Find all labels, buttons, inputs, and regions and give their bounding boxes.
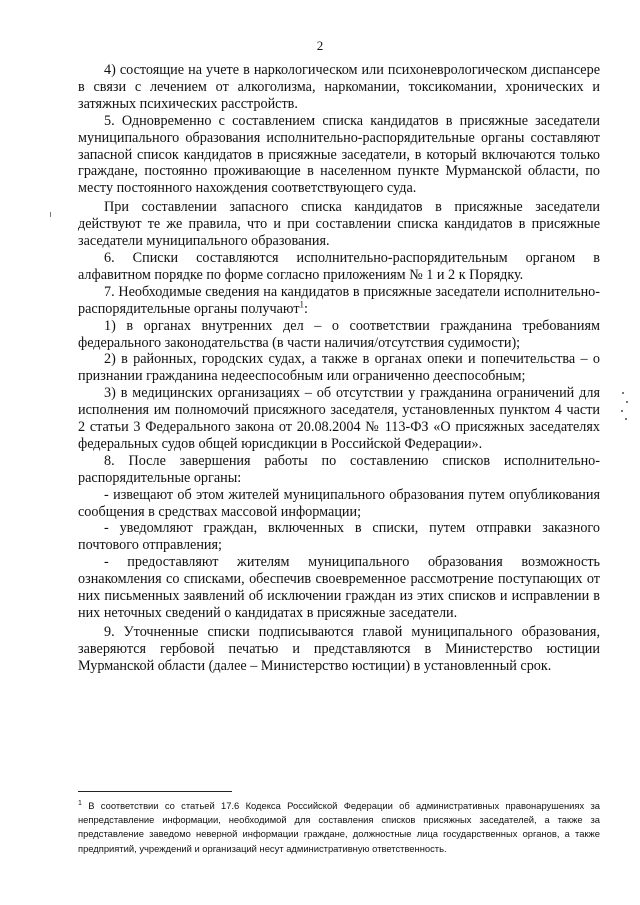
paragraph-7-text: 7. Необходимые сведения на кандидатов в присяжные заседатели исполнительно-распорядительные органы получают <box>78 283 600 317</box>
paragraph-7-item-2: 2) в районных, городских судах, а также в органах опеки и попечительства – о признании гражданина недееспособным или ограниченно дееспособным; <box>78 351 600 385</box>
paragraph-6: 6. Списки составляются исполнительно-распорядительным органом в алфавитном порядке по форме согласно приложениям № 1 и 2 к Порядку. <box>78 249 600 283</box>
paragraph-7-colon: : <box>304 300 308 317</box>
scan-speck <box>50 212 51 217</box>
paragraph-8: 8. После завершения работы по составлению списков исполнительно-распорядительные органы: <box>78 452 600 486</box>
paragraph-8-bullet-1: - извещают об этом жителей муниципального образования путем опубликования сообщения в средствах массовой информации; <box>78 486 600 520</box>
scan-speck <box>621 410 623 412</box>
footnote-text: В соответствии со статьей 17.6 Кодекса Российской Федерации об административных правонарушениях за непредставление информации, необходимой для составления списков присяжных заседателей, а также за представление заведомо неверной информации граждане, должностные лица государственных органов, а также предприятий, учреждений и организаций несут административную ответственность. <box>78 800 600 854</box>
footnote-marker: 1 <box>78 799 82 807</box>
scan-speck <box>622 392 624 394</box>
document-body <box>78 62 600 675</box>
paragraph-8-bullet-3: - предоставляют жителям муниципального образования возможность ознакомления со списками, обеспечив своевременное рассмотрение поступающих от них письменных заявлений об исключении граждан из этих списков и исправлении в них неточных сведений о кандидатах в присяжные заседатели. <box>78 554 600 621</box>
paragraph-reserve-list: При составлении запасного списка кандидатов в присяжные заседатели действуют те же правила, что и при составлении списка кандидатов в присяжные заседатели муниципального образования. <box>78 199 600 250</box>
paragraph-7-item-3: 3) в медицинских организациях – об отсутствии у гражданина ограничений для исполнения им полномочий присяжного заседателя, установленных пунктом 4 части 2 статьи 3 Федерального закона от 20.08.2004 № 113-ФЗ «О присяжных заседателях федеральных судов общей юрисдикции в Российской Федерации». <box>78 385 600 452</box>
footnote <box>78 799 600 856</box>
paragraph-9: 9. Уточненные списки подписываются главой муниципального образования, заверяются гербовой печатью и представляются в Министерство юстиции Мурманской области (далее – Министерство юстиции) в установленный срок. <box>78 623 600 674</box>
footnote-reference: 1 <box>299 298 305 309</box>
paragraph-5: 5. Одновременно с составлением списка кандидатов в присяжные заседатели муниципального образования исполнительно-распорядительные органы составляют запасной список кандидатов в присяжные заседатели, в который включаются только граждане, постоянно проживающие в населенном пункте Мурманской области, по месту постоянного нахождения соответствующего суда. <box>78 112 600 197</box>
paragraph-8-bullet-2: - уведомляют граждан, включенных в списки, путем отправки заказного почтового отправления; <box>78 520 600 554</box>
paragraph-7 <box>78 284 600 318</box>
paragraph-7-item-1: 1) в органах внутренних дел – о соответствии гражданина требованиям федерального законодательства (в части наличия/отсутствия судимости); <box>78 317 600 351</box>
paragraph-item-4: 4) состоящие на учете в наркологическом или психоневрологическом диспансере в связи с лечением от алкоголизма, наркомании, токсикомании, хронических и затяжных психических расстройств. <box>78 62 600 112</box>
scan-speck <box>625 418 627 420</box>
footnote-separator <box>78 791 232 792</box>
scan-speck <box>626 401 628 403</box>
page-number: 2 <box>316 38 324 53</box>
